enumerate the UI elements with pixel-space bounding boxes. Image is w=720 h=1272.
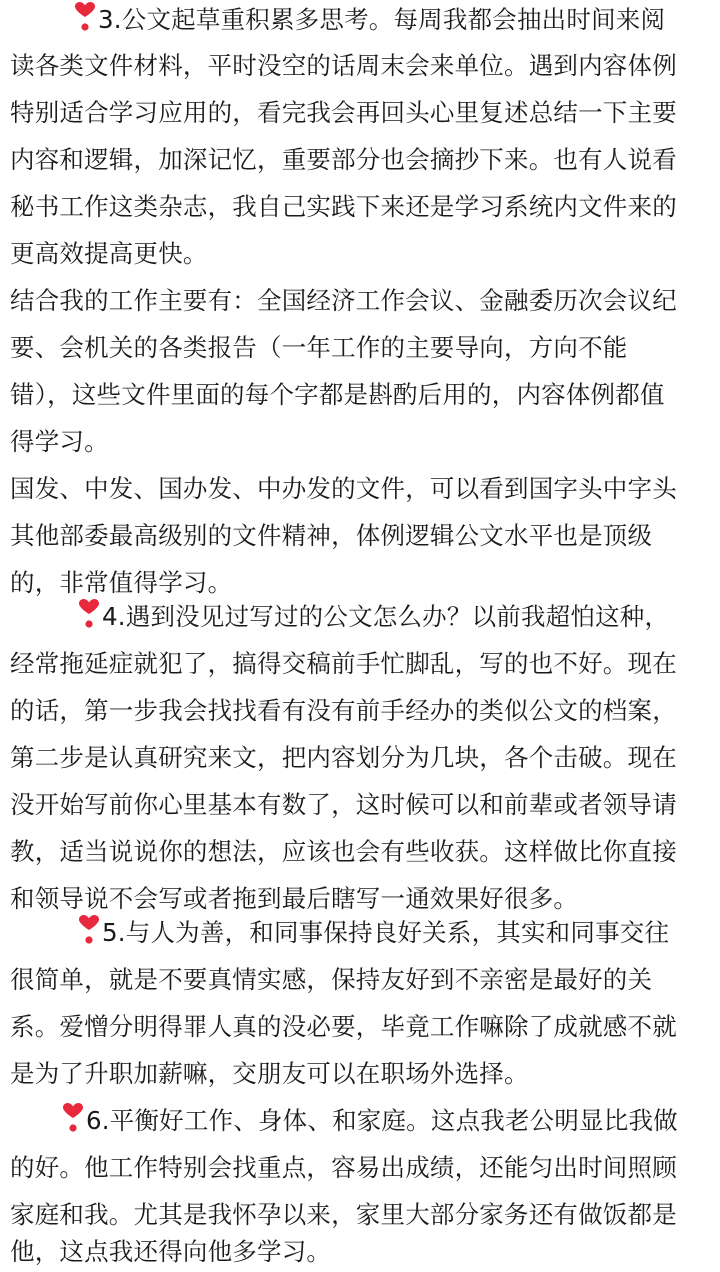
line-text: 6.平衡好工作、身体、和家庭。这点我老公明显比我做 (86, 1106, 678, 1135)
section-6-heading-line (62, 1101, 678, 1141)
paragraph-line: 没开始写前你心里基本有数了，这时候可以和前辈或者领导请 (10, 790, 677, 819)
line-text: 4.遇到没见过写过的公文怎么办？以前我超怕这种， (102, 602, 670, 631)
paragraph-line: 错），这些文件里面的每个字都是斟酌后用的，内容体例都值 (10, 380, 665, 409)
paragraph-line: 很简单，就是不要真情实感，保持友好到不亲密是最好的关 (10, 965, 653, 994)
heart-exclamation-icon (78, 915, 100, 945)
paragraph-line: 他，这点我还得向他多学习。 (10, 1237, 332, 1266)
paragraph-line: 系。爱憎分明得罪人真的没必要，毕竟工作嘛除了成就感不就 (10, 1012, 677, 1041)
paragraph-line: 要、会机关的各类报告（一年工作的主要导向，方向不能 (10, 333, 628, 362)
paragraph-line: 内容和逻辑，加深记忆，重要部分也会摘抄下来。也有人说看 (10, 145, 677, 174)
paragraph-line: 结合我的工作主要有：全国经济工作会议、金融委历次会议纪 (10, 286, 677, 315)
paragraph-line: 特别适合学习应用的，看完我会再回头心里复述总结一下主要 (10, 98, 677, 127)
paragraph-line: 其他部委最高级别的文件精神，体例逻辑公文水平也是顶级 (10, 521, 653, 550)
section-5-heading-line (78, 913, 669, 953)
paragraph-line: 的好。他工作特别会找重点，容易出成绩，还能匀出时间照顾 (10, 1153, 677, 1182)
paragraph-line: 的，非常值得学习。 (10, 568, 233, 597)
paragraph-line: 的话，第一步我会找找看有没有前手经办的类似公文的档案， (10, 696, 677, 725)
line-text: 3.公文起草重积累多思考。每周我都会抽出时间来阅 (98, 5, 666, 34)
paragraph-line: 更高效提高更快。 (10, 239, 208, 268)
heart-exclamation-icon (78, 599, 100, 629)
paragraph-line: 经常拖延症就犯了，搞得交稿前手忙脚乱，写的也不好。现在 (10, 649, 677, 678)
paragraph-line: 家庭和我。尤其是我怀孕以来，家里大部分家务还有做饭都是 (10, 1200, 677, 1229)
line-text: 5.与人为善，和同事保持良好关系，其实和同事交往 (102, 918, 670, 947)
paragraph-line: 秘书工作这类杂志，我自己实践下来还是学习系统内文件来的 (10, 192, 677, 221)
paragraph-line: 第二步是认真研究来文，把内容划分为几块，各个击破。现在 (10, 743, 677, 772)
heart-exclamation-icon (62, 1103, 84, 1133)
paragraph-line: 读各类文件材料，平时没空的话周末会来单位。遇到内容体例 (10, 51, 677, 80)
paragraph-line: 和领导说不会写或者拖到最后瞎写一通效果好很多。 (10, 884, 579, 913)
paragraph-line: 教，适当说说你的想法，应该也会有些收获。这样做比你直接 (10, 837, 677, 866)
paragraph-line: 是为了升职加薪嘛，交朋友可以在职场外选择。 (10, 1059, 529, 1088)
paragraph-line: 国发、中发、国办发、中办发的文件，可以看到国字头中字头 (10, 474, 677, 503)
paragraph-line: 得学习。 (10, 427, 109, 456)
section-4-heading-line (78, 597, 669, 637)
